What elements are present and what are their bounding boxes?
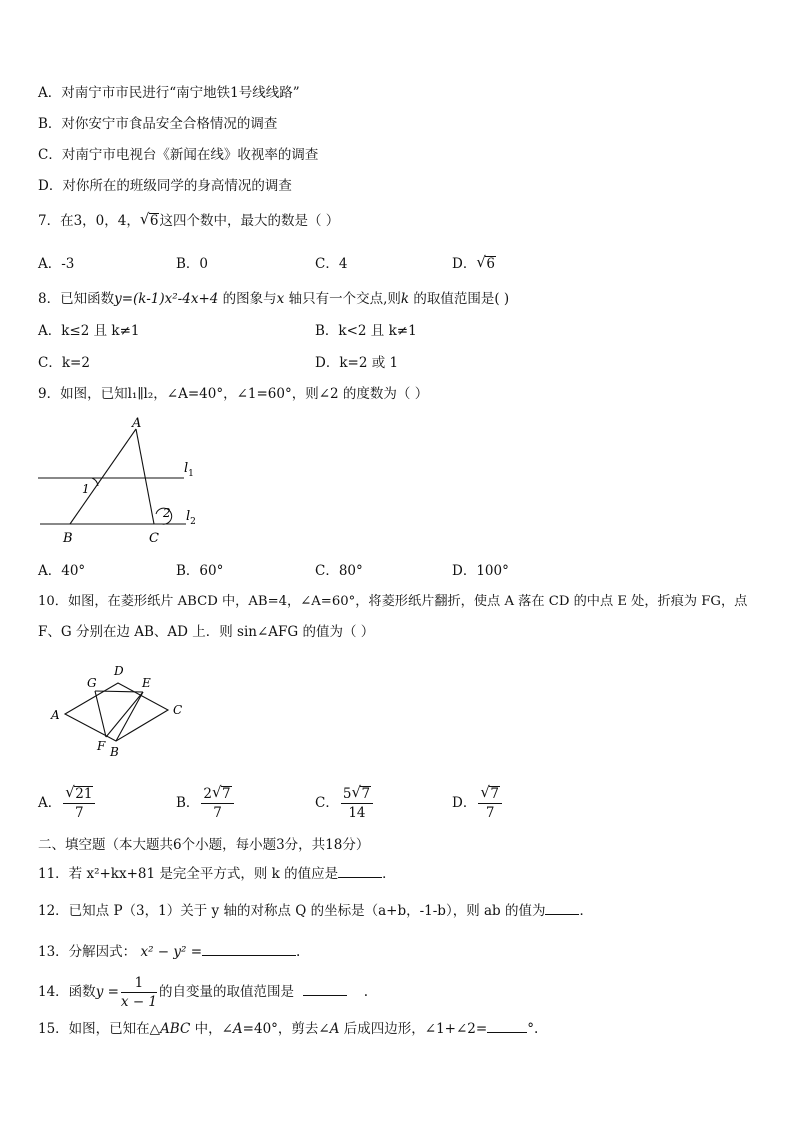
q9-figure [30,410,210,550]
label-angle-1: 1 [82,482,90,496]
segment-eb [116,692,143,741]
q11: 11．若 x²+kx+81 是完全平方式，则 k 的值应是 ． [38,863,396,883]
q7-stem [38,212,339,230]
label-f: F [97,739,106,753]
label-a: A [51,708,60,722]
fraction: √ 7 7 [478,785,502,822]
q10-option-c: C． 5 √ 7 14 [315,785,375,822]
q10-option-d: D． √ 7 7 [452,785,504,822]
q8-option-d: D．k=2 或 1 [315,355,399,371]
q6-option-d: D．对你所在的班级同学的身高情况的调查 [38,178,292,194]
q8-stem: 8．已知函数y=(k-1)x²-4x+4 的图象与x 轴只有一个交点,则k 的取值范围是( ) [38,291,510,307]
q8-option-b: B．k<2 且 k≠1 [315,323,417,339]
section-heading: 二、填空题（本大题共6个小题，每小题3分，共18分） [38,837,370,853]
q14: 14．函数y = $\frac{1}{x - 1}$ 的自变量的取值范围是 . [38,975,369,1010]
q7-stem-suffix: 这四个数中，最大的数是（ ） [159,213,340,229]
q7-stem-prefix: 7．在3，0，4， [38,213,140,229]
label-l2: $l_2$ [186,509,196,527]
label-angle-2: 2 [163,506,171,520]
fraction: $\frac{1}{x - 1}$ [120,975,158,1010]
segment-ac [136,429,154,524]
q9-option-b: B．60° [176,563,224,579]
fraction: √ 21 7 [63,785,95,822]
q10-stem-line1: 10．如图，在菱形纸片 ABCD 中，AB=4，∠A=60°，将菱形纸片翻折，使点 A 落在 CD 的中点 E 处，折痕为 FG，点 [38,594,748,609]
label-c: C [149,531,159,546]
q10-figure [45,655,195,765]
q6-option-b: B．对你安宁市食品安全合格情况的调查 [38,116,278,132]
q9-stem: 9．如图，已知l₁∥l₂，∠A=40°，∠1=60°，则∠2 的度数为（ ） [38,386,429,402]
q15: 15．如图，已知在△ABC 中，∠A=40°，剪去∠A 后成四边形，∠1+∠2= °. [38,1018,538,1038]
sqrt-6: √ 6 [139,210,159,229]
q8-option-a: A．k≤2 且 k≠1 [38,323,140,339]
answer-blank[interactable] [338,863,382,878]
q7-option-d: D． √ 6 [452,253,495,272]
q9-option-a: A．40° [38,563,86,579]
label-b: B [110,745,119,759]
segment-fe [106,692,143,737]
sqrt-6: √ 6 [476,253,495,272]
q10-option-a: A． √ 21 7 [38,785,97,822]
answer-blank[interactable] [202,941,296,956]
q8-option-c: C．k=2 [38,355,90,371]
label-e: E [142,676,151,690]
fraction: 5 √ 7 14 [341,785,373,822]
q10-option-b: B． 2 √ 7 7 [176,785,236,822]
fraction: 2 √ 7 7 [201,785,233,822]
q7-option-c: C．4 [315,256,348,272]
q6-option-c: C．对南宁市电视台《新闻在线》收视率的调查 [38,147,319,163]
q7-option-b: B．0 [176,256,209,272]
answer-blank[interactable] [545,900,579,915]
answer-blank[interactable] [487,1018,527,1033]
segment-ab [70,429,136,524]
q13: 13．分解因式： x² − y² = . [38,941,300,961]
q9-option-c: C．80° [315,563,363,579]
q6-option-a: A．对南宁市市民进行“南宁地铁1号线线路” [38,85,300,101]
label-b: B [63,531,73,546]
q12: 12．已知点 P（3，1）关于 y 轴的对称点 Q 的坐标是（a+b，-1-b），则 ab 的值为 ． [38,900,593,920]
label-c: C [173,703,183,717]
q10-stem-line2: F、G 分别在边 AB、AD 上．则 sin∠AFG 的值为（ ） [38,624,375,640]
label-a: A [132,416,142,431]
answer-blank[interactable] [303,981,347,996]
q9-option-d: D．100° [452,563,509,579]
segment-gf [95,691,106,737]
label-l1: $l_1$ [184,461,194,479]
label-g: G [87,676,97,690]
label-d: D [114,664,124,678]
q7-option-a: A．-3 [38,256,75,272]
